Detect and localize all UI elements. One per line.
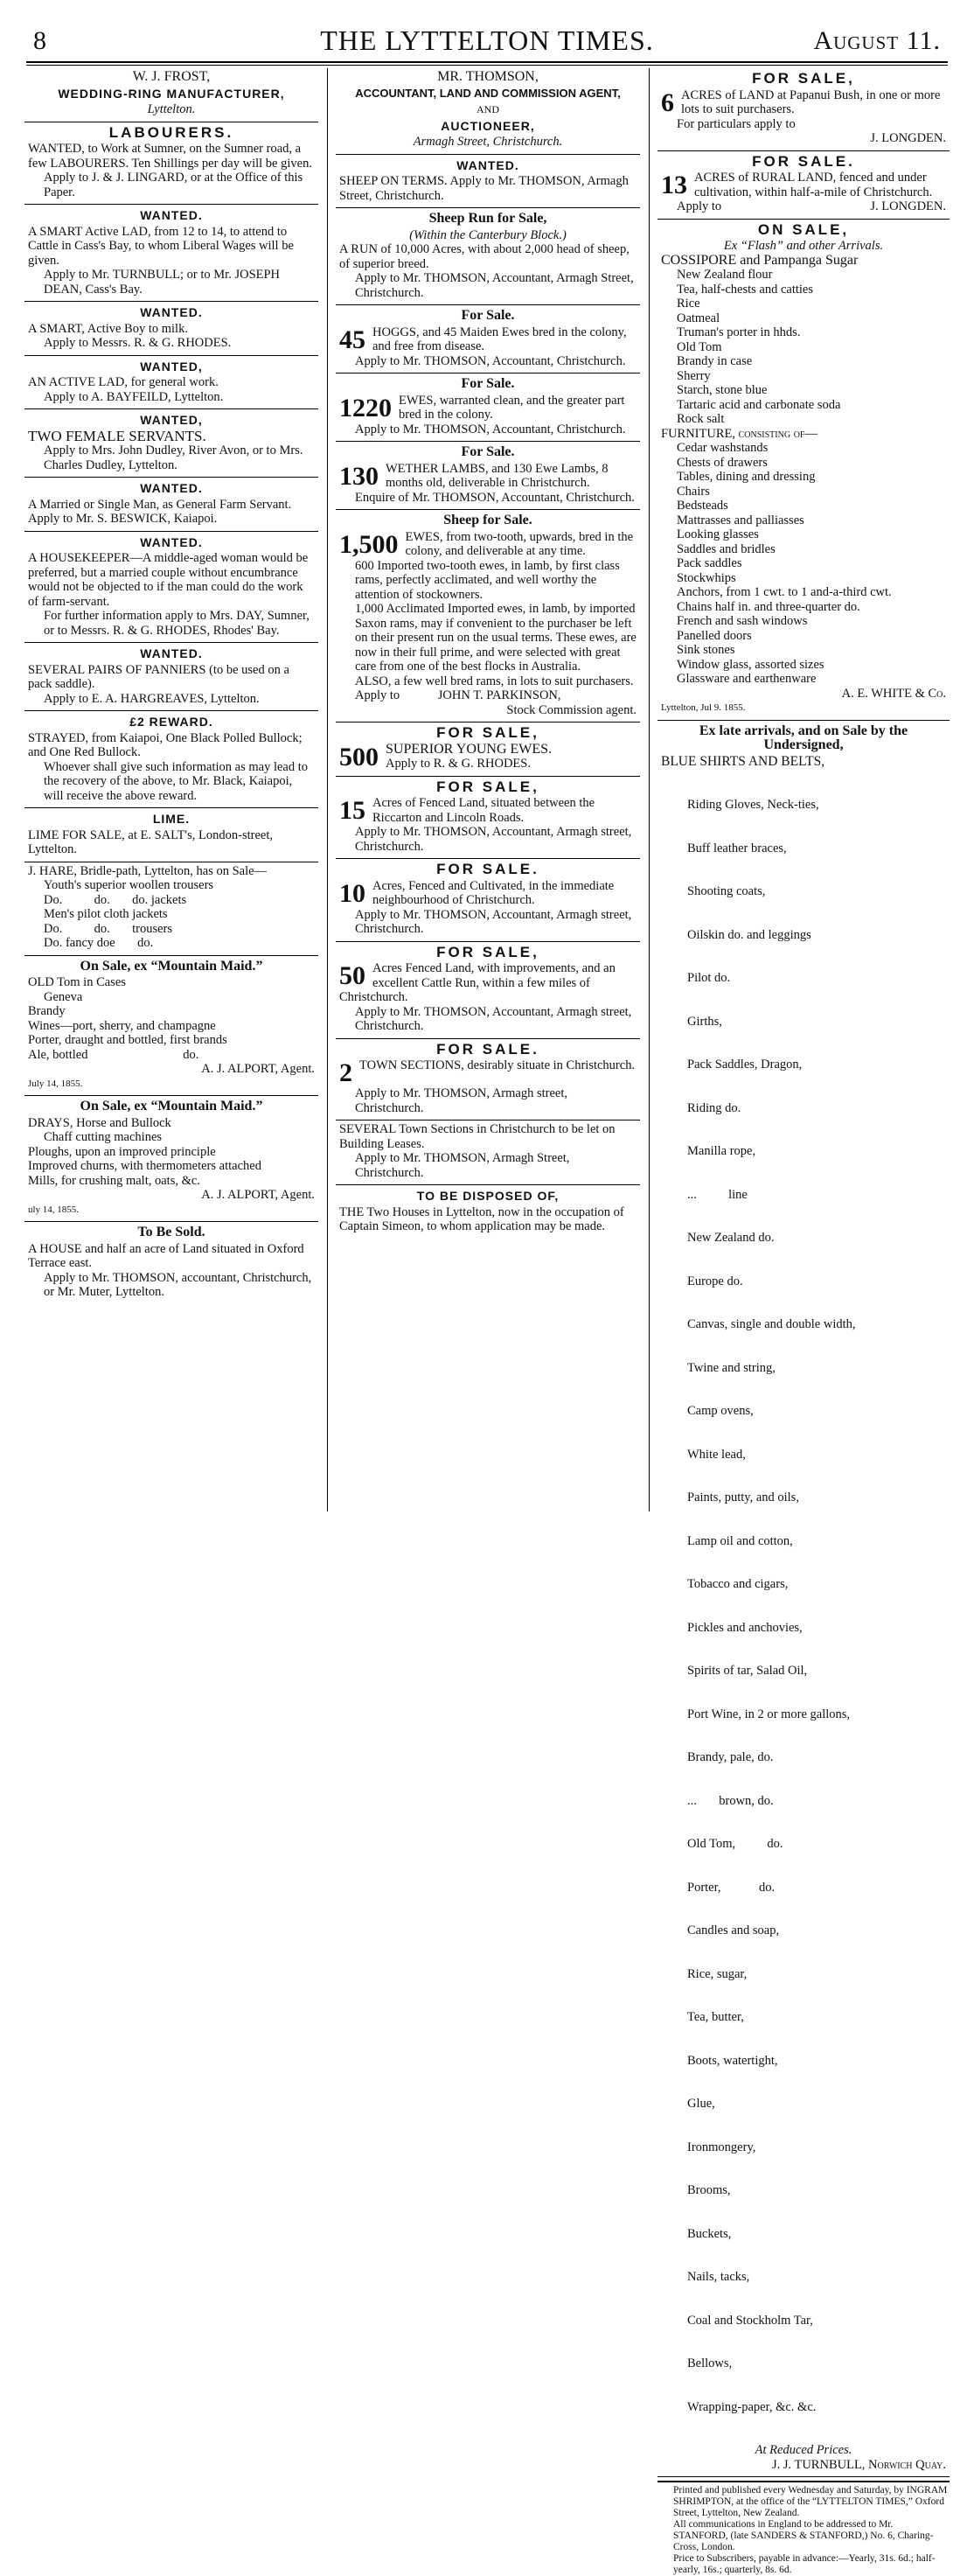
ad-date: Lyttelton, Jul 9. 1855. (661, 702, 746, 713)
ad-text: TWO FEMALE SERVANTS. (28, 427, 206, 444)
ad-heading: Ex late arrivals, and on Sale by the Undersigned, (699, 723, 908, 752)
list-item: Canvas, single and double width, (687, 1317, 856, 1331)
ad-ewes-500 (336, 723, 640, 777)
ad-number: 500 (339, 742, 379, 771)
list-item: Paints, putty, and oils, (687, 1490, 799, 1504)
list-item: Boots, watertight, (687, 2053, 778, 2068)
ad-paragraph: 600 Imported two-tooth ewes, in lamb, by first class rams, perfectly acclimated, and well worthy the attention of stockowners. (355, 558, 620, 602)
list-item: Rice, sugar, (687, 1966, 748, 1981)
ad-number: 1220 (339, 393, 392, 422)
ad-heading: For Sale. (461, 376, 515, 391)
list-item: Chains half in. and three-quarter do. (677, 599, 860, 614)
ad-wanted-farm-servant (24, 478, 318, 532)
ad-heading: FOR SALE. (436, 861, 539, 877)
ad-heading: Sheep for Sale. (443, 513, 532, 527)
ad-heading: FOR SALE. (752, 152, 855, 170)
ad-text: HOGGS, and 45 Maiden Ewes bred in the colony, and free from disease. (372, 325, 627, 353)
ad-detail: Whoever shall give such information as may lead to the recovery of the above, to Mr. Black, Kaiapoi, will receive the above reward. (44, 759, 308, 803)
list-item: Girths, (687, 1014, 722, 1029)
ad-text: Acres of Fenced Land, situated between the Riccarton and Lincoln Roads. (372, 796, 595, 825)
list-item: Geneva (44, 989, 83, 1004)
issue-date: August 11. (813, 26, 941, 55)
ad-ewes-1220 (336, 373, 640, 442)
goods-list (661, 769, 946, 2443)
ad-wanted-housekeeper (24, 532, 318, 644)
advertiser-name: W. J. FROST, (132, 69, 211, 84)
list-item: BLUE SHIRTS AND BELTS, (661, 753, 825, 769)
list-item: Pack Saddles, Dragon, (687, 1058, 803, 1072)
ad-text: A SMART, Active Boy to milk. (28, 321, 188, 336)
list-item: COSSIPORE and Pampanga Sugar (661, 252, 859, 268)
list-item: Rock salt (677, 412, 725, 426)
ad-text: EWES, warranted clean, and the greater part bred in the colony. (399, 393, 625, 422)
ad-text: Acres, Fenced and Cultivated, in the immediate neighbourhood of Christchurch. (372, 878, 615, 907)
list-item: Sink stones (677, 643, 735, 657)
ad-heading: FOR SALE, (436, 778, 539, 795)
ad-heading: ON SALE, (757, 220, 850, 238)
imprint-england: All communications in England to be addressed to Mr. STANFORD, (late SANDERS & STANFORD,) No. 6, Charing-Cross, London. (673, 2519, 934, 2552)
ad-apply: Apply to A. BAYFEILD, Lyttelton. (44, 389, 224, 404)
list-item: Tables, dining and dressing (677, 470, 816, 484)
list-item: Buckets, (687, 2226, 732, 2241)
ad-heading: WANTED. (140, 305, 203, 319)
ad-heading: WANTED, (140, 413, 203, 427)
ad-apply: Apply to R. & G. RHODES. (386, 757, 531, 771)
list-item: Oatmeal (677, 311, 720, 325)
list-item: Candles and soap, (687, 1923, 780, 1937)
list-item: Old Tom, do. (687, 1837, 783, 1851)
list-item: OLD Tom in Cases (28, 975, 126, 989)
list-item: Oilskin do. and leggings (687, 927, 811, 942)
ad-text: A Married or Single Man, as General Farm Servant. Apply to Mr. S. BESWICK, Kaiapoi. (28, 497, 292, 526)
ad-text: A HOUSEKEEPER—A middle-aged woman would be preferred, but a married couple without encumbrance would not be objected to if the man could do the work of farm-servant. (28, 551, 309, 609)
ad-subheading: Ex “Flash” and other Arrivals. (723, 239, 884, 253)
list-item: Youth's superior woollen trousers (44, 878, 214, 892)
imprint-rule (657, 2481, 950, 2482)
ad-heading: For Sale. (461, 444, 515, 459)
ad-heading: WANTED. (140, 208, 203, 222)
list-item: Ale, bottled do. (28, 1047, 199, 1062)
ad-text: EWES, from two-tooth, upwards, bred in the colony, and deliverable at any time. (405, 529, 634, 558)
ad-number: 13 (661, 171, 687, 199)
ad-text: SHEEP ON TERMS. Apply to Mr. THOMSON, Armagh Street, Christchurch. (339, 174, 629, 203)
ad-acres-15 (336, 777, 640, 860)
list-item: Bedsteads (677, 499, 728, 513)
column-3 (657, 68, 950, 2575)
ad-apply: Apply to Messrs. R. & G. RHODES. (44, 336, 232, 350)
ad-apply: For particulars apply to (677, 116, 796, 131)
list-item: Improved churns, with thermometers attached (28, 1159, 261, 1173)
list-item: ... line (687, 1187, 748, 1202)
list-item: Mills, for crushing malt, oats, &c. (28, 1173, 200, 1188)
hare-item-list (28, 878, 315, 951)
ad-apply: Apply to (677, 199, 722, 213)
ad-signature: J. LONGDEN. (870, 131, 946, 145)
ad-heading: WANTED. (140, 646, 203, 660)
ad-papanui (657, 68, 950, 151)
ad-heading: On Sale, ex “Mountain Maid.” (80, 958, 263, 974)
list-item: Tartaric acid and carbonate soda (677, 397, 841, 412)
ad-on-sale-flash (657, 220, 950, 721)
ad-text: STRAYED, from Kaiapoi, One Black Polled Bullock; and One Red Bullock. (28, 730, 303, 759)
list-item: Stockwhips (677, 570, 736, 585)
ad-apply-line (661, 199, 946, 214)
ad-signature: J. LONGDEN. (870, 199, 946, 213)
ad-text: A RUN of 10,000 Acres, with about 2,000 head of sheep, of superior breed. (339, 242, 630, 271)
ad-apply: Apply to Mr. THOMSON, Accountant, Christchurch. (355, 353, 626, 368)
reduced-prices-note: At Reduced Prices. (755, 2443, 852, 2457)
list-item: ... brown, do. (687, 1793, 774, 1808)
ad-wether-lambs (336, 442, 640, 510)
ad-heading: WANTED. (456, 157, 519, 172)
ad-number: 130 (339, 461, 379, 491)
ad-apply: Apply to Mr. THOMSON, Accountant, Armagh street, Christchurch. (355, 907, 632, 936)
ad-heading: FOR SALE, (436, 943, 539, 960)
list-item: Porter, draught and bottled, first brands (28, 1033, 227, 1047)
ad-apply: Apply to Mr. THOMSON, Accountant, Christchurch. (355, 422, 626, 436)
ad-houses (336, 1185, 640, 1239)
list-item: Pack saddles (677, 556, 742, 570)
list-item: Buff leather braces, (687, 841, 787, 855)
ad-lime (24, 808, 318, 862)
list-item: Ironmongery, (687, 2140, 756, 2154)
ad-to-be-sold (24, 1222, 318, 1304)
ad-heading: £2 REWARD. (129, 715, 213, 729)
list-item: Truman's porter in hhds. (677, 325, 801, 339)
advertiser-and: AND (477, 103, 499, 115)
ad-hoggs (336, 305, 640, 373)
newspaper-title: THE LYTTELTON TIMES. (320, 24, 654, 56)
ad-apply: Apply to J. & J. LINGARD, or at the Office of this Paper. (44, 171, 303, 199)
list-item: Do. fancy doe do. (44, 936, 154, 950)
ad-apply: Apply to Mr. THOMSON, accountant, Christchurch, or Mr. Muter, Lyttelton. (44, 1270, 312, 1299)
list-item: Coal and Stockholm Tar, (687, 2313, 813, 2328)
list-item: Rice (677, 297, 700, 311)
ad-apply: Apply to Mr. TURNBULL; or to Mr. JOSEPH DEAN, Cass's Bay. (44, 268, 281, 297)
list-item: Bellows, (687, 2356, 733, 2370)
list-item: Pilot do. (687, 971, 731, 985)
ad-building-leases (336, 1120, 640, 1185)
ad-reward (24, 711, 318, 808)
ad-apply-line (339, 688, 637, 703)
ad-number: 45 (339, 325, 365, 354)
list-item: Shooting coats, (687, 884, 766, 898)
column-divider (327, 68, 328, 1511)
ad-heading: LIME. (152, 812, 191, 826)
ad-text: AN ACTIVE LAD, for general work. (28, 375, 219, 389)
list-item: New Zealand flour (677, 268, 773, 282)
list-item: New Zealand do. (687, 1231, 775, 1245)
ad-heading: WANTED. (140, 534, 203, 549)
list-item: Starch, stone blue (677, 383, 768, 397)
column-1 (24, 68, 318, 1511)
list-item: White lead, (687, 1447, 746, 1462)
list-item: Pickles and anchovies, (687, 1620, 803, 1635)
ad-apply: For further information apply to Mrs. DAY, Sumner, or to Messrs. R. & G. RHODES, Rhodes' Bay. (44, 609, 310, 638)
ad-text: SUPERIOR YOUNG EWES. (386, 741, 553, 757)
ad-text: Acres Fenced Land, with improvements, and an excellent Cattle Run, within a few miles of Christchurch. (339, 961, 616, 1004)
list-item: Wines—port, sherry, and champagne (28, 1018, 216, 1033)
ad-signature: A. J. ALPORT, Agent. (201, 1188, 315, 1202)
ad-heading: To Be Sold. (137, 1225, 205, 1239)
ad-text: ACRES of RURAL LAND, fenced and under cultivation, within half-a-mile of Christchurch. (694, 171, 933, 199)
ad-signature: J. J. TURNBULL, Norwich Quay. (771, 2457, 946, 2472)
list-item: Brandy (28, 1004, 66, 1018)
ad-acres-10 (336, 859, 640, 942)
ad-apply: Apply to Mr. THOMSON, Accountant, Armagh street, Christchurch. (355, 1004, 632, 1033)
ad-signature: JOHN T. PARKINSON, (437, 688, 561, 702)
imprint-price: Price to Subscribers, payable in advance:—Yearly, 31s. 6d.; half-yearly, 16s.; quarterly, 8s. 6d. (673, 2553, 936, 2575)
list-item: Sherry (677, 368, 711, 383)
list-item: Panelled doors (677, 628, 752, 643)
ad-heading: TO BE DISPOSED OF, (416, 1189, 560, 1203)
ad-apply: Apply to Mrs. John Dudley, River Avon, or to Mrs. Charles Dudley, Lyttelton. (44, 443, 303, 472)
list-item: Ploughs, upon an improved principle (28, 1144, 216, 1159)
ad-rural-land (657, 151, 950, 220)
list-item: Camp ovens, (687, 1404, 754, 1418)
ad-signature-title: Stock Commission agent. (506, 702, 637, 717)
furniture-heading: FURNITURE, consisting of— (661, 426, 817, 441)
ad-paragraph: ALSO, a few well bred rams, in lots to suit purchasers. (355, 674, 634, 688)
list-item: Manilla rope, (687, 1144, 756, 1158)
list-item: Port Wine, in 2 or more gallons, (687, 1707, 851, 1721)
list-item: Tobacco and cigars, (687, 1577, 789, 1591)
list-item: Brooms, (687, 2183, 731, 2197)
ad-heading: WANTED, (140, 359, 203, 373)
ad-number: 10 (339, 878, 365, 908)
list-item: Riding do. (687, 1100, 741, 1115)
imprint-publisher: Printed and published every Wednesday and Saturday, by INGRAM SHRIMPTON, at the office of the “LYTTELTON TIMES,” Oxford Street, Lyttelton, New Zealand. (673, 2485, 948, 2518)
ad-frost (24, 68, 318, 122)
list-item: French and sash windows (677, 614, 808, 628)
ad-text: THE Two Houses in Lyttelton, now in the occupation of Captain Simeon, to whom application may be made. (339, 1204, 624, 1233)
list-item: Chairs (677, 484, 710, 499)
ad-wanted-lad (24, 205, 318, 302)
imprint (657, 2485, 950, 2576)
list-item: Europe do. (687, 1274, 743, 1288)
list-item: Glue, (687, 2097, 715, 2111)
ad-text: LIME FOR SALE, at E. SALT's, London-street, Lyttelton. (28, 827, 273, 856)
ad-date: uly 14, 1855. (28, 1204, 80, 1215)
ad-heading: Sheep Run for Sale, (428, 211, 547, 226)
ad-paragraph: 1,000 Acclimated Imported ewes, in lamb, by imported Saxon rams, may if convenient to the purchaser be left on their present run on the usual terms. These ewes, are now in their full prime, and were selected with great care from one of the best flocks in Australia. (355, 602, 637, 674)
column-divider (649, 68, 650, 1511)
list-item: Tea, butter, (687, 2010, 744, 2024)
ad-apply: Apply to Mr. THOMSON, Armagh Street, Christchurch. (355, 1151, 570, 1180)
list-item: Do. do. do. jackets (44, 892, 187, 907)
advertiser-address: Armagh Street, Christchurch. (413, 135, 563, 149)
ad-text: WETHER LAMBS, and 130 Ewe Lambs, 8 months old, deliverable in Christchurch. (386, 461, 609, 490)
ad-number: 2 (339, 1058, 352, 1087)
ad-number: 6 (661, 87, 674, 117)
list-item: Saddles and bridles (677, 541, 776, 556)
header-rule (26, 61, 948, 63)
ad-number: 50 (339, 961, 365, 990)
list-item: Tea, half-chests and catties (677, 282, 813, 297)
ad-text: WANTED, to Work at Sumner, on the Sumner road, a few LABOURERS. Ten Shillings per day will be given. (28, 142, 312, 171)
ad-apply: Enquire of Mr. THOMSON, Accountant, Christchurch. (355, 490, 635, 505)
ad-heading: LABOURERS. (108, 123, 234, 141)
advertiser-trade: WEDDING-RING MANUFACTURER, (58, 86, 285, 101)
ad-apply: Apply to E. A. HARGREAVES, Lyttelton. (44, 691, 260, 706)
ad-sheep-on-terms (336, 155, 640, 209)
list-item: Window glass, assorted sizes (677, 657, 824, 672)
ad-mountain-maid-2 (24, 1096, 318, 1222)
ad-thomson (336, 68, 640, 155)
ad-wanted-boy (24, 302, 318, 356)
ad-acres-50 (336, 942, 640, 1039)
ad-heading: On Sale, ex “Mountain Maid.” (80, 1099, 263, 1113)
ad-apply: Apply to (355, 688, 400, 702)
ad-sheep-run (336, 208, 640, 305)
list-item: Anchors, from 1 cwt. to 1 and-a-third cwt. (677, 585, 892, 599)
list-item: Riding Gloves, Neck-ties, (687, 798, 819, 812)
ad-text: TOWN SECTIONS, desirably situate in Christchurch. (359, 1058, 636, 1072)
advertiser-trade: ACCOUNTANT, LAND AND COMMISSION AGENT, (355, 86, 621, 100)
ad-text: SEVERAL PAIRS OF PANNIERS (to be used on a pack saddle). (28, 662, 289, 691)
ad-heading: FOR SALE. (436, 1040, 539, 1058)
list-item: Old Tom (677, 339, 722, 354)
ad-wanted-active-lad (24, 356, 318, 410)
ad-heading: WANTED. (140, 481, 203, 495)
ad-hare (24, 862, 318, 956)
ad-number: 15 (339, 796, 365, 825)
goods-list (661, 268, 946, 427)
advertiser-name: MR. THOMSON, (437, 69, 539, 84)
ad-heading: For Sale. (461, 308, 515, 323)
list-item: DRAYS, Horse and Bullock (28, 1115, 171, 1130)
list-item: Looking glasses (677, 527, 759, 541)
ad-sheep-1500 (336, 510, 640, 723)
list-item: Nails, tacks, (687, 2270, 750, 2284)
list-item: Chests of drawers (677, 455, 768, 470)
list-item: Chaff cutting machines (44, 1130, 163, 1144)
list-item: Twine and string, (687, 1360, 776, 1375)
ad-apply: Apply to Mr. THOMSON, Armagh street, Christchurch. (355, 1086, 568, 1115)
list-item: Cedar washstands (677, 441, 769, 455)
ad-text: A HOUSE and half an acre of Land situated in Oxford Terrace east. (28, 1241, 304, 1270)
furniture-list (661, 441, 946, 687)
list-item: Men's pilot cloth jackets (44, 907, 168, 921)
list-item: Do. do. trousers (44, 921, 173, 936)
ad-number: 1,500 (339, 529, 399, 559)
advertiser-place: Lyttelton. (147, 102, 196, 116)
advertiser-role: AUCTIONEER, (441, 118, 535, 133)
ad-date: July 14, 1855. (28, 1078, 83, 1089)
ad-text: J. HARE, Bridle-path, Lyttelton, has on Sale— (28, 863, 268, 878)
list-item: Wrapping-paper, &c. &c. (687, 2399, 817, 2414)
ad-wanted-panniers (24, 643, 318, 711)
list-item: Porter, do. (687, 1880, 776, 1895)
list-item: Mattrasses and palliasses (677, 513, 804, 527)
list-item: Glassware and earthenware (677, 672, 817, 686)
list-item: Brandy in case (677, 354, 753, 368)
ad-heading: FOR SALE, (752, 70, 855, 87)
ad-wanted-servants (24, 409, 318, 478)
ad-turnbull (657, 721, 950, 2478)
list-item: Brandy, pale, do. (687, 1750, 774, 1764)
ad-apply: Apply to Mr. THOMSON, Accountant, Armagh street, Christchurch. (355, 825, 632, 854)
ad-labourers (24, 122, 318, 206)
ad-town-sections (336, 1039, 640, 1121)
ad-text: A SMART Active LAD, from 12 to 14, to attend to Cattle in Cass's Bay, to whom Liberal Wages will be given. (28, 224, 294, 268)
ad-signature: A. E. WHITE & Co. (841, 686, 946, 701)
ad-heading: FOR SALE, (436, 724, 539, 741)
page-number: 8 (33, 26, 46, 55)
ad-subheading: (Within the Canterbury Block.) (409, 227, 567, 242)
ad-text: SEVERAL Town Sections in Christchurch to be let on Building Leases. (339, 1122, 616, 1151)
ad-mountain-maid-1 (24, 956, 318, 1097)
list-item: Lamp oil and cotton, (687, 1533, 793, 1548)
masthead (26, 19, 948, 58)
ad-apply: Apply to Mr. THOMSON, Accountant, Armagh Street, Christchurch. (355, 271, 634, 300)
column-2 (336, 68, 640, 1511)
ad-text: ACRES of LAND at Papanui Bush, in one or more lots to suit purchasers. (681, 87, 941, 116)
header-rule-thin (26, 65, 948, 66)
list-item: Spirits of tar, Salad Oil, (687, 1664, 808, 1678)
ad-signature: A. J. ALPORT, Agent. (201, 1062, 315, 1076)
